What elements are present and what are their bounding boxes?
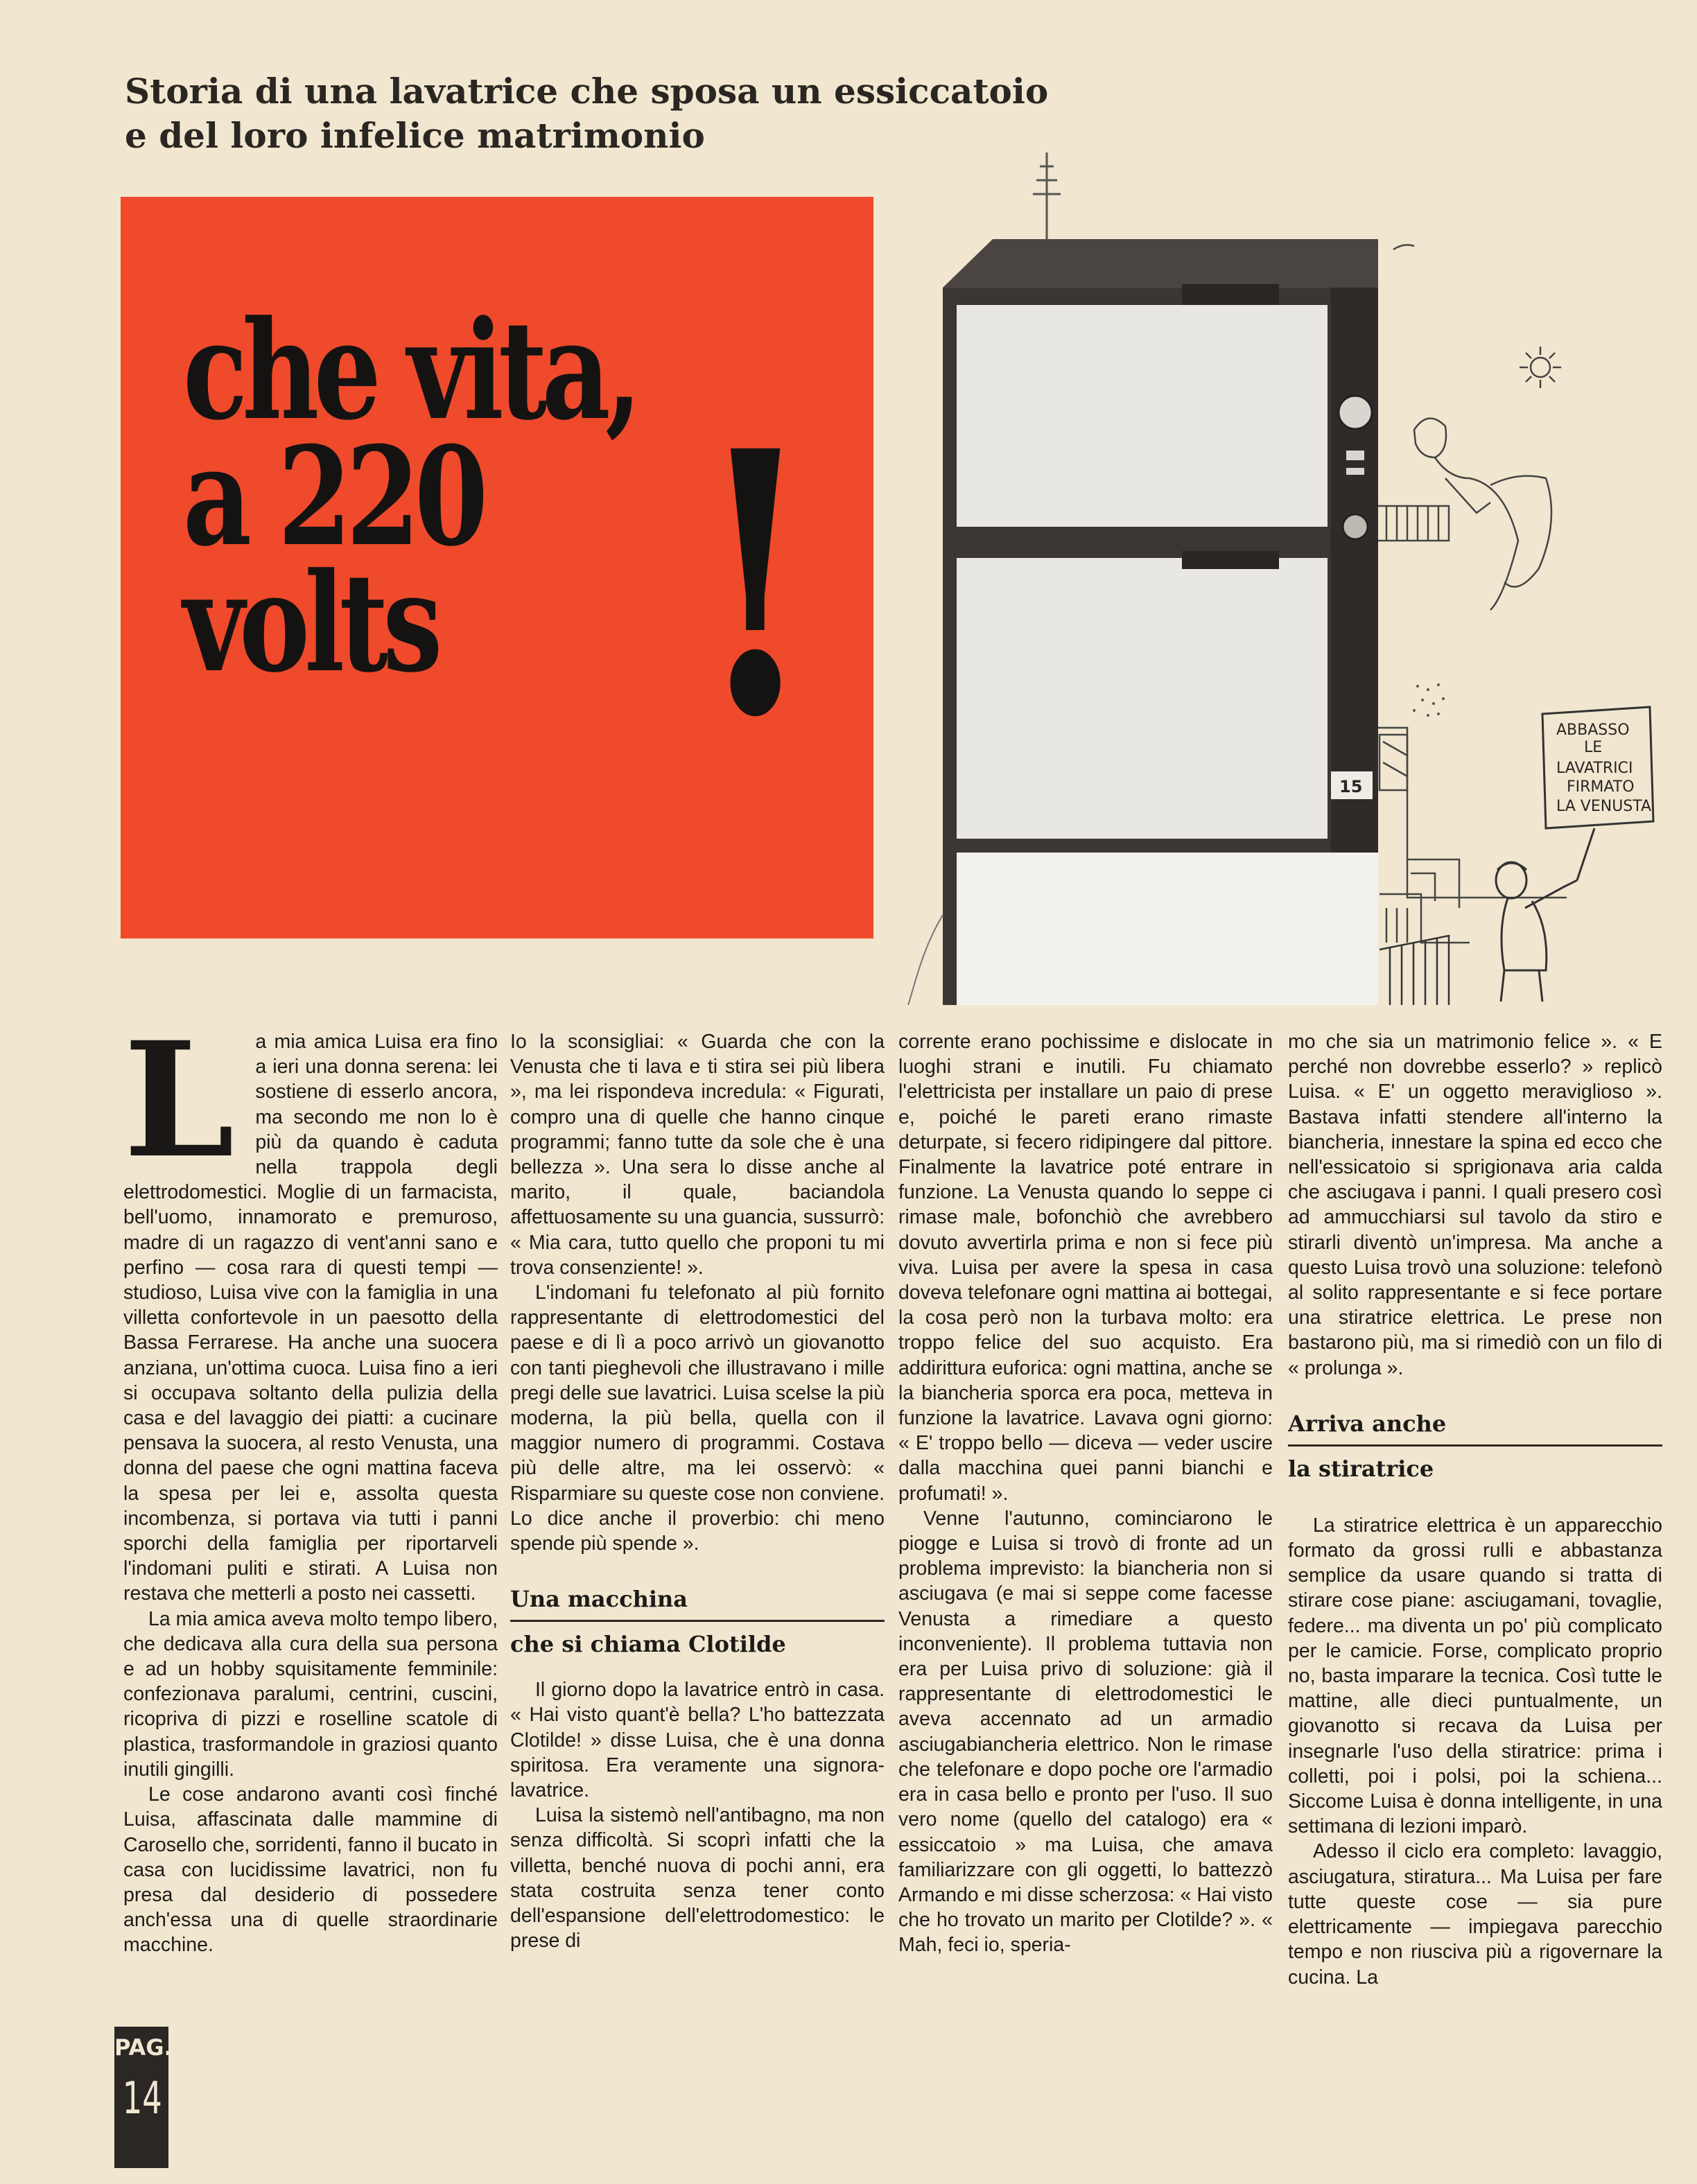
dial-icon [1343,514,1368,539]
sign-line-3: LAVATRICI [1556,760,1633,777]
col4-subhead-line-2: la stiratrice [1288,1455,1434,1482]
appliance-label: 15 [1339,777,1363,796]
col1-paragraph-1: a mia amica Luisa era fino a ieri una donna serena: lei sostiene di esserlo ancora, ma secondo me non lo è più da quando è caduta nella trappola degli elettrodomestici. Moglie di un farmacista, bell'uomo, innamorato e premuroso, madre di un ragazzo di vent'anni sano e perfino — cosa rara di questi tempi — studioso, Luisa vive con la famiglia in una villetta confortevole in un paesotto della Bassa Ferrarese. Ha anche una suocera anziana, un'ottima cuoca. Luisa fino a ieri si occupava soltanto della pulizia della casa e del lavaggio dei piatti: a cucinare pensava la suocera, al resto Venusta, una donna del paese che ogni mattina faceva la spesa per lei e, assolta questa incombenza, si portava via tutti i panni sporchi della famiglia per riportarveli l'indomani puliti e stirati. A Luisa non restava che metterli a posto nei cassetti. [123,1031,498,1605]
col3-paragraph-2: Venne l'autunno, cominciarono le piogge e Luisa si trovò di fronte ad un problema imprevisto: la biancheria non si asciugava (e mai si seppe come facesse Venusta a rimediare a questo inconveniente). Il problema tuttavia non era per Luisa privo di soluzione: già il rappresentante di elettrodomestici le aveva accennato ad un armadio asciugabiancheria elettrico. Non le rimase che telefonare e dopo poche ore l'armadio era in casa bello e pronto per l'uso. Il suo vero nome (quello del catalogo) era « essiccatoio » ma Luisa, che amava familiarizzare con gli oggetti, lo battezzò Armando e mi disse scherzosa: « Hai visto che ho trovato un marito per Clotilde? ». « Mah, feci io, speria- [898,1507,1273,1957]
drop-cap: L [123,1029,235,1193]
headline-line-1: Storia di una lavatrice che sposa un essiccatoio [125,71,1049,112]
page-label: PAG. [114,2034,173,2061]
big-title-line-1: che vita, [183,291,637,451]
col4-paragraph-1: mo che sia un matrimonio felice ». « E perché non dovrebbe esserlo? » replicò Luisa. « E' un oggetto meraviglioso ». Bastava infatti stendere all'interno la biancheria, innestare la spina ed ecco che nell'essicatoio si sprigionava aria calda che asciugava i panni. I quali presero così ad ammucchiarsi sul tavolo da stiro e stirarli diventò un'impresa. Ma anche a questo Luisa trovò una soluzione: telefonò al solito rappresentante e si fece portare una stiratrice elettrica. Le prese non bastarono più, ma si rimediò con un filo di « prolunga ». [1288,1031,1662,1379]
article-column-4 [1288,1029,1662,2083]
upper-handle [1182,284,1279,305]
big-title [183,291,637,703]
page-number-tab [114,2027,173,2168]
article-column-3 [898,1029,1273,2083]
appliance-illustration [880,152,1671,1005]
article-column-2 [510,1029,885,2083]
page-number: 14 [122,2073,162,2124]
sign-line-4: FIRMATO [1567,778,1635,796]
headline [125,69,1303,158]
col2-subhead-line-1: Una macchina [510,1586,688,1613]
upper-door [957,305,1328,527]
col1-paragraph-2: La mia amica aveva molto tempo libero, che dedicava alla cura della sua persona e ad un hobby squisitamente femminile: confezionava paralumi, centrini, cuscini, ricopriva di pizzi e roselline scatole di plastica, trasformandole in graziosi quanto inutili gingilli. [123,1607,498,1781]
sign-line-1: ABBASSO [1556,722,1630,739]
col4-subhead-line-1: Arriva anche [1288,1410,1447,1437]
col2-paragraph-3: Il giorno dopo la lavatrice entrò in casa. « Hai visto quant'è bella? L'ho battezzata Clotilde! » disse Luisa, che è una donna spiritosa. Era veramente una signora-lavatrice. [510,1679,885,1802]
exclamation-mark: ! [696,373,815,796]
lower-handle [1182,551,1279,569]
headline-line-2: e del loro infelice matrimonio [125,115,705,156]
title-panel [121,197,873,938]
subhead-rule [510,1620,885,1622]
col4-paragraph-3: Adesso il ciclo era completo: lavaggio, asciugatura, stiratura... Ma Luisa per fare tutte queste cose — sia pure elettricamente — impiegava parecchio tempo e non riusciva più a rigovernare la cucina. La [1288,1840,1662,1989]
subhead-rule [1288,1444,1662,1447]
col4-paragraph-2: La stiratrice elettrica è un apparecchio formato da grossi rulli e abbastanza semplice da usare quando si tratta di stirare cose piane: asciugamani, tovaglie, federe... ma diventa un po' più complicato per le camicie. Forse, complicato proprio no, basta imparare la tecnica. Così tutte le mattine, alle dieci puntualmente, un giovanotto si recava da Luisa per insegnarle l'uso della stiratrice: prima i colletti, poi i polsi, poi la schiena... Siccome Luisa è donna intelligente, in una settimana di lezioni imparò. [1288,1514,1662,1838]
big-title-line-2: a 220 [183,417,483,577]
col2-paragraph-4: Luisa la sistemò nell'antibagno, ma non senza difficoltà. Si scoprì infatti che la villetta, benché nuova di pochi anni, era stata costruita senza tener conto dell'espansione dell'elettrodomestico: le prese di [510,1804,885,1953]
col1-paragraph-3: Le cose andarono avanti così finché Luisa, affascinata dalle mammine di Carosello che, sorridenti, fanno il bucato in casa con lucidissime lavatrici, non fu presa dal desiderio di possedere anch'essa una di quelle straordinarie macchine. [123,1783,498,1957]
sign-line-5: LA VENUSTA [1556,798,1652,815]
article-column-1 [123,1029,498,2083]
col3-paragraph-1: corrente erano pochissime e dislocate in luoghi strani e inutili. Fu chiamato l'elettricista per installare un paio di prese e, poiché le pareti erano rimaste deturpate, si fecero ridipingere dal pittore. Finalmente la lavatrice poté entrare in funzione. La Venusta quando lo seppe ci rimase male, bofonchiò che avrebbero dovuto avvertirla prima e non si fece più viva. Luisa per avere la spesa in casa doveva telefonare ogni mattina ai bottegai, la cosa però non la turbava molto: era troppo felice del suo acquisto. Era addirittura euforica: ogni mattina, anche se la biancheria sporca era poca, metteva in funzione la lavatrice. Lavava ogni giorno: « E' troppo bello — diceva — veder uscire dalla macchina quei panni bianchi e profumati! ». [898,1031,1273,1505]
dial-icon [1339,396,1372,429]
protester-figure [1496,862,1577,1002]
big-title-line-3: volts [183,543,437,703]
sign-line-2: LE [1584,739,1603,756]
col2-subhead-line-2: che si chiama Clotilde [510,1631,786,1658]
base-drawer [957,853,1378,1005]
col2-paragraph-1: Io la sconsigliai: « Guarda che con la Venusta che ti lava e ti stira sei più libera », ma lei rispondeva incredula: « Figurati, compro una di quelle che hanno cinque programmi; fanno tutte da sole che è una bellezza ». Una sera lo disse anche al marito, il quale, baciandola affettuosamente su una guancia, sussurrò: « Mia cara, tutto quello che proponi tu mi trova consenziente! ». [510,1031,885,1279]
col2-paragraph-2: L'indomani fu telefonato al più fornito rappresentante di elettrodomestici del paese e di lì a poco arrivò un giovanotto con tanti pieghevoli che illustravano i mille pregi delle sue lavatrici. Luisa scelse la più moderna, la più bella, quella con il maggior numero di programmi. Costava più delle altre, ma lei osservò: « Risparmiare su queste cose non conviene. Lo dice anche il proverbio: chi meno spende più spende ». [510,1282,885,1555]
lower-door [957,558,1328,839]
